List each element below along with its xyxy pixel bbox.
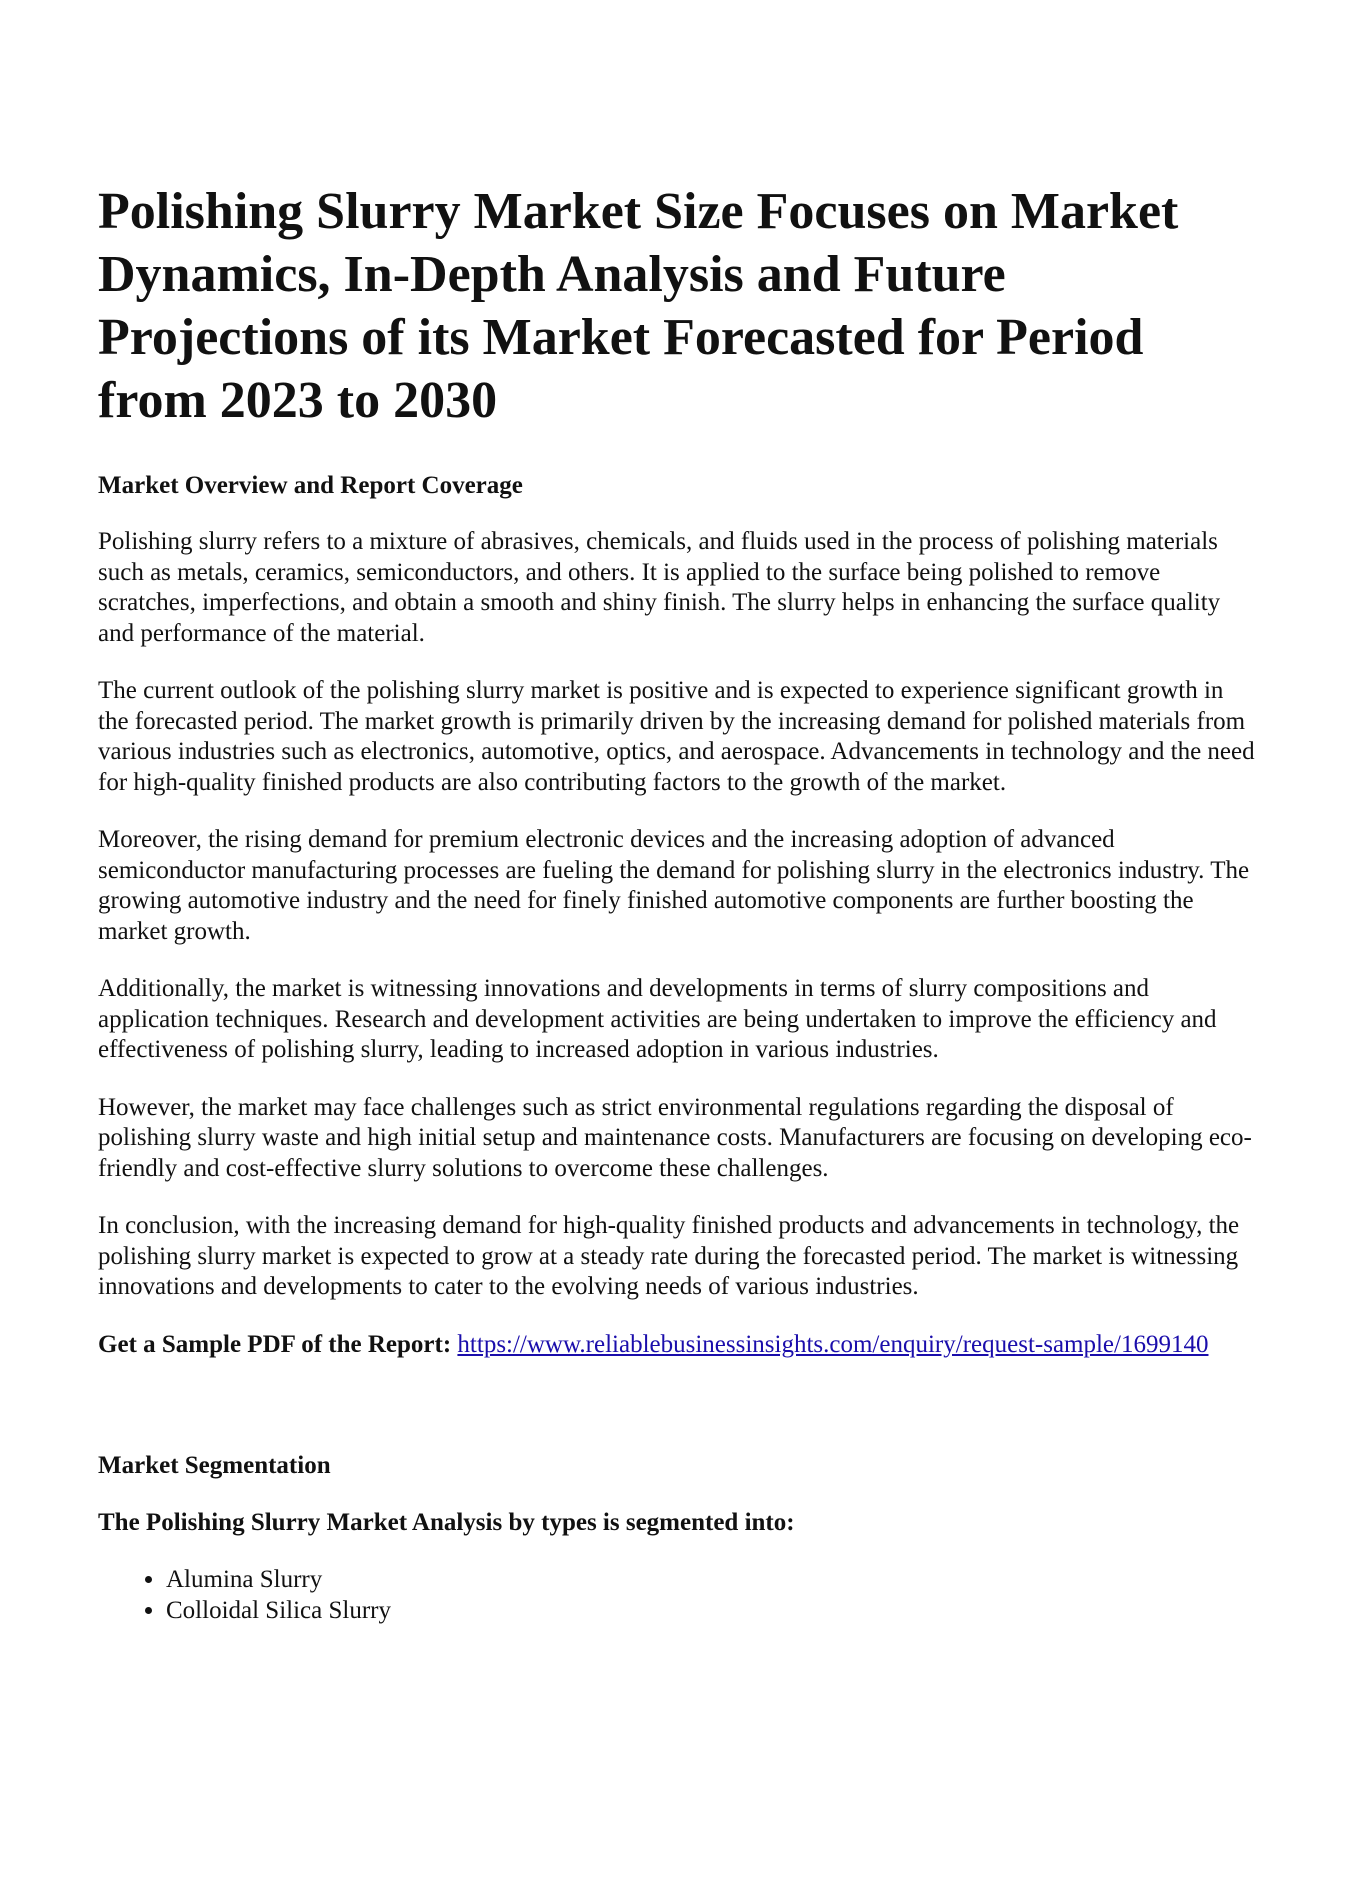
- overview-paragraph-2: The current outlook of the polishing slurry market is positive and is expected to experience significant growth in the forecasted period. The market growth is primarily driven by the increasing demand for polished materials from various industries such as electronics, automotive, optics, and aerospace. Advancements in technology and the need for high-quality finished products are also contributing factors to the growth of the market.: [98, 677, 1255, 796]
- overview-paragraph-6: In conclusion, with the increasing demand for high-quality finished products and advancements in technology, the polishing slurry market is expected to grow at a steady rate during the forecasted period. The market is witnessing innovations and developments to cater to the evolving needs of various industries.: [98, 1212, 1240, 1300]
- types-list: [98, 1564, 1258, 1626]
- overview-paragraph-1: Polishing slurry refers to a mixture of abrasives, chemicals, and fluids used in the process of polishing materials such as metals, ceramics, semiconductors, and others. It is applied to the surface being polished to remove scratches, imperfections, and obtain a smooth and shiny finish. The slurry helps in enhancing the surface quality and performance of the material.: [98, 528, 1221, 647]
- overview-paragraph-4: Additionally, the market is witnessing innovations and developments in terms of slurry compositions and application techniques. Research and development activities are being undertaken to improve the efficiency and effectiveness of polishing slurry, leading to increased adoption in various industries.: [98, 975, 1217, 1063]
- overview-paragraph-3: Moreover, the rising demand for premium electronic devices and the increasing adoption of advanced semiconductor manufacturing processes are fueling the demand for polishing slurry in the electronics industry. The growing automotive industry and the need for finely finished automotive components are further boosting the market growth.: [98, 826, 1250, 945]
- sample-pdf-link[interactable]: https://www.reliablebusinessinsights.com/enquiry/request-sample/1699140: [457, 1330, 1209, 1358]
- sample-pdf-line: [98, 1330, 1258, 1361]
- list-item: • Colloidal Silica Slurry: [166, 1595, 1258, 1626]
- overview-heading: Market Overview and Report Coverage: [98, 472, 523, 499]
- document-page: [98, 180, 1258, 1626]
- segmentation-heading: Market Segmentation: [98, 1452, 331, 1479]
- segmentation-types-heading: The Polishing Slurry Market Analysis by types is segmented into:: [98, 1509, 795, 1536]
- sample-pdf-label: Get a Sample PDF of the Report:: [98, 1330, 452, 1358]
- overview-paragraph-5: However, the market may face challenges such as strict environmental regulations regarding the disposal of polishing slurry waste and high initial setup and maintenance costs. Manufacturers are focusing on developing eco-friendly and cost-effective slurry solutions to overcome these challenges.: [98, 1093, 1252, 1182]
- list-item: • Alumina Slurry: [166, 1564, 1258, 1595]
- page-title: Polishing Slurry Market Size Focuses on Market Dynamics, In-Depth Analysis and Future Projections of its Market Forecasted for Period from 2023 to 2030: [98, 183, 1179, 429]
